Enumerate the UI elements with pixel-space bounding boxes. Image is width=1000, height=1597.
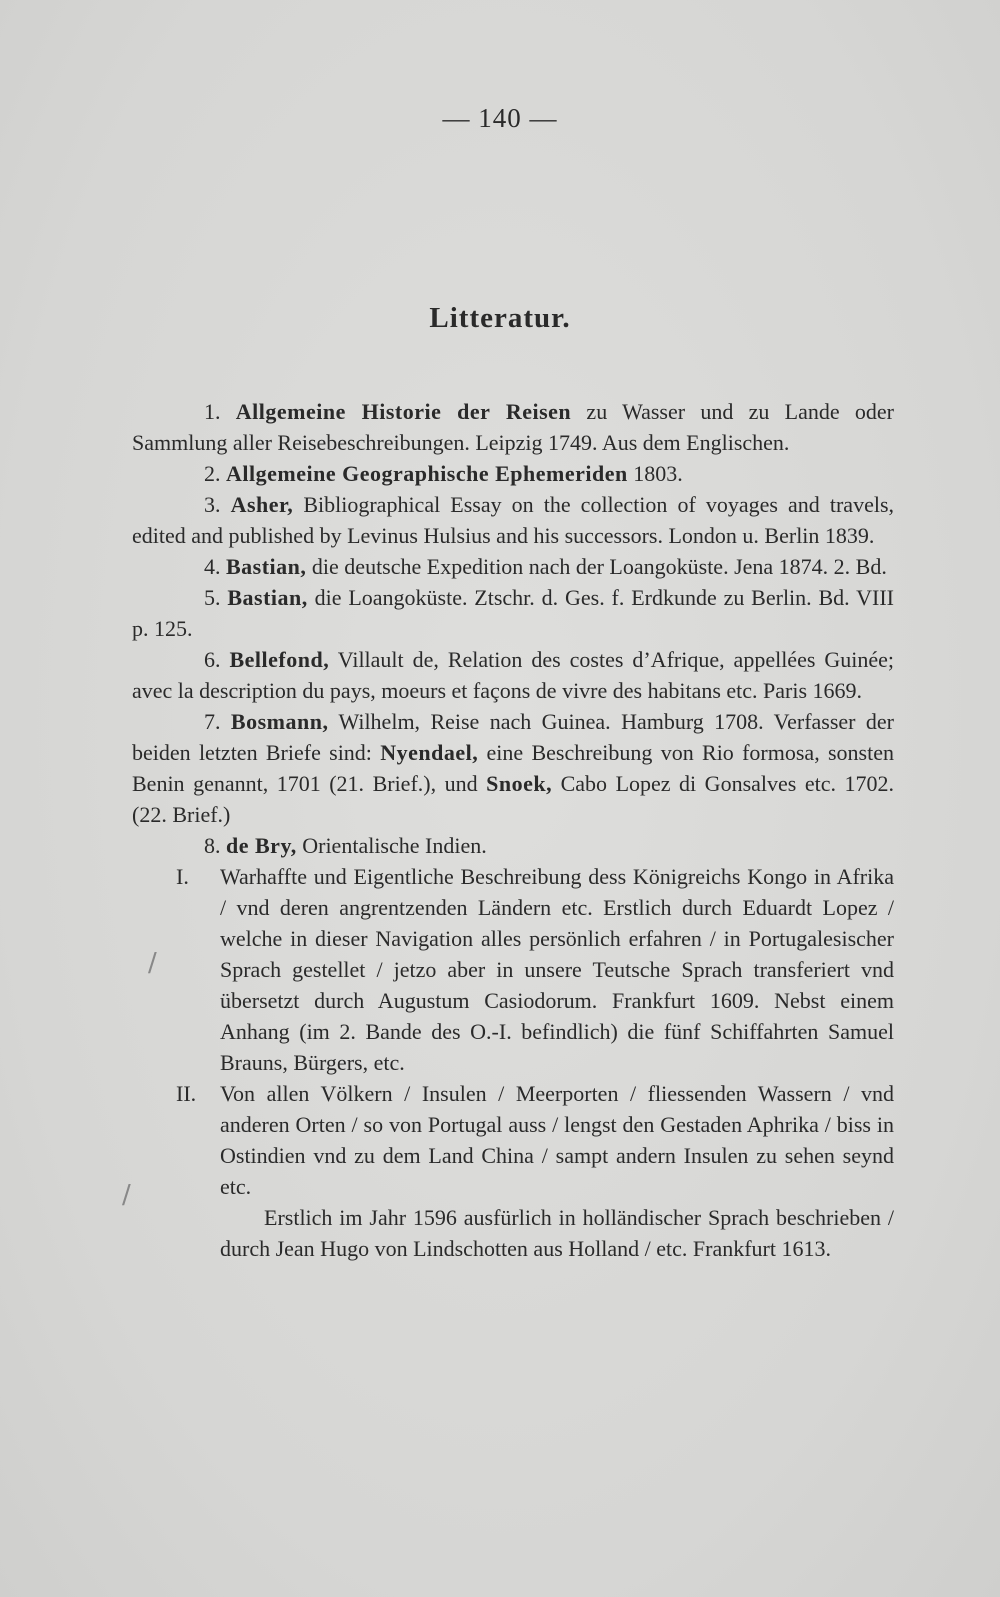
bibliography-list xyxy=(132,396,894,1264)
entry-text: die Loangoküste. Ztschr. d. Ges. f. Erdkunde zu Berlin. Bd. VIII p. 125. xyxy=(132,585,894,641)
bibliography-entry: 5. Bastian, die Loangoküste. Ztschr. d. Ges. f. Erdkunde zu Berlin. Bd. VIII p. 125. xyxy=(132,585,894,641)
entry-author: Asher, xyxy=(230,492,294,517)
entry-author: Allgemeine Historie der Reisen xyxy=(235,399,572,424)
entry-author: Snoek, xyxy=(486,771,553,796)
entry-text: Bibliographical Essay on the collection of voyages and travels, edited and published by Levinus Hulsius and his successors. London u. Berlin 1839. xyxy=(132,492,895,548)
entry-author: Allgemeine Geographische Ephemeriden xyxy=(226,461,628,486)
margin-pencil-mark: / xyxy=(122,1180,131,1210)
entry-text: 1803. xyxy=(627,461,683,486)
page-number: — 140 — xyxy=(442,103,558,133)
entry-text: Cabo Lopez di Gonsalves etc. 1702. (22. Brief.) xyxy=(132,771,894,827)
entry-text: zu Wasser und zu Lande oder Sammlung aller Reisebeschreibungen. Leipzig 1749. Aus dem Englischen. xyxy=(132,399,895,455)
entry-text: Orientalische Indien. xyxy=(296,833,487,858)
bibliography-entry: 4. Bastian, die deutsche Expedition nach der Loangoküste. Jena 1874. 2. Bd. xyxy=(204,554,887,579)
entry-text: Wilhelm, Reise nach Guinea. Hamburg 1708. Verfasser der beiden letzten Briefe sind: xyxy=(132,709,895,765)
section-title: Litteratur. xyxy=(429,302,571,334)
sub-entry-continuation: Erstlich im Jahr 1596 ausfürlich in holländischer Sprach beschrieben / durch Jean Hugo von Lindschotten aus Holland / etc. Frankfurt 1613. xyxy=(220,1205,894,1261)
sub-entry-number: I. xyxy=(176,864,189,889)
entry-author: Bastian, xyxy=(227,585,308,610)
bibliography-entry: 2. Allgemeine Geographische Ephemeriden 1803. xyxy=(204,461,683,486)
bibliography-entry: 8. de Bry, Orientalische Indien. xyxy=(204,833,487,858)
entry-author: Bastian, xyxy=(226,554,307,579)
bibliography-entry: 3. Asher, Bibliographical Essay on the collection of voyages and travels, edited and published by Levinus Hulsius and his successors. London u. Berlin 1839. xyxy=(132,492,895,548)
sub-entry xyxy=(132,1078,894,1264)
bibliography-entry: 6. Bellefond, Villault de, Relation des costes d’Afrique, appellées Guinée; avec la description du pays, moeurs et façons de vivre des habitans etc. Paris 1669. xyxy=(132,647,895,703)
entry-author: de Bry, xyxy=(226,833,297,858)
sub-entry-text: Von allen Völkern / Insulen / Meerporten / fliessenden Wassern / vnd anderen Orten / so von Portugal auss / lengst den Gestaden Aphrika / biss in Ostindien vnd zu dem Land China / sampt andern Insulen zu sehen seynd etc. xyxy=(220,1081,894,1199)
margin-pencil-mark: / xyxy=(148,948,157,978)
entry-text: die deutsche Expedition nach der Loangoküste. Jena 1874. 2. Bd. xyxy=(306,554,887,579)
sub-entry-number: II. xyxy=(176,1081,197,1106)
entry-author: Nyendael, xyxy=(380,740,479,765)
entry-text: eine Beschreibung von Rio formosa, sonsten Benin genannt, 1701 (21. Brief.), und xyxy=(132,740,894,796)
bibliography-entry: 1. Allgemeine Historie der Reisen zu Wasser und zu Lande oder Sammlung aller Reisebeschreibungen. Leipzig 1749. Aus dem Englischen. xyxy=(132,399,895,455)
sub-entry xyxy=(132,861,894,1078)
entry-author: Bellefond, xyxy=(229,647,330,672)
sub-entry-text: Warhaffte und Eigentliche Beschreibung dess Königreichs Kongo in Afrika / vnd deren angrentzenden Ländern etc. Erstlich durch Eduardt Lopez / welche in dieser Navigation alles persönlich erfahren / in Portugalesischer Sprach gestellet / jetzo aber in unsere Teutsche Sprach transferiert vnd übersetzt durch Augustum Casiodorum. Frankfurt 1609. Nebst einem Anhang (im 2. Bande des O.-I. befindlich) die fünf Schiffahrten Samuel Brauns, Bürgers, etc. xyxy=(220,864,894,1075)
entry-text: Villault de, Relation des costes d’Afrique, appellées Guinée; avec la description du pays, moeurs et façons de vivre des habitans etc. Paris 1669. xyxy=(132,647,895,703)
entry-author: Bosmann, xyxy=(230,709,329,734)
bibliography-entry: 7. Bosmann, Wilhelm, Reise nach Guinea. Hamburg 1708. Verfasser der beiden letzten Briefe sind: Nyendael, eine Beschreibung von Rio formosa, sonsten Benin genannt, 1701 (21. Brief.), und Snoek, Cabo Lopez di Gonsalves etc. 1702. (22. Brief.) xyxy=(132,709,895,827)
